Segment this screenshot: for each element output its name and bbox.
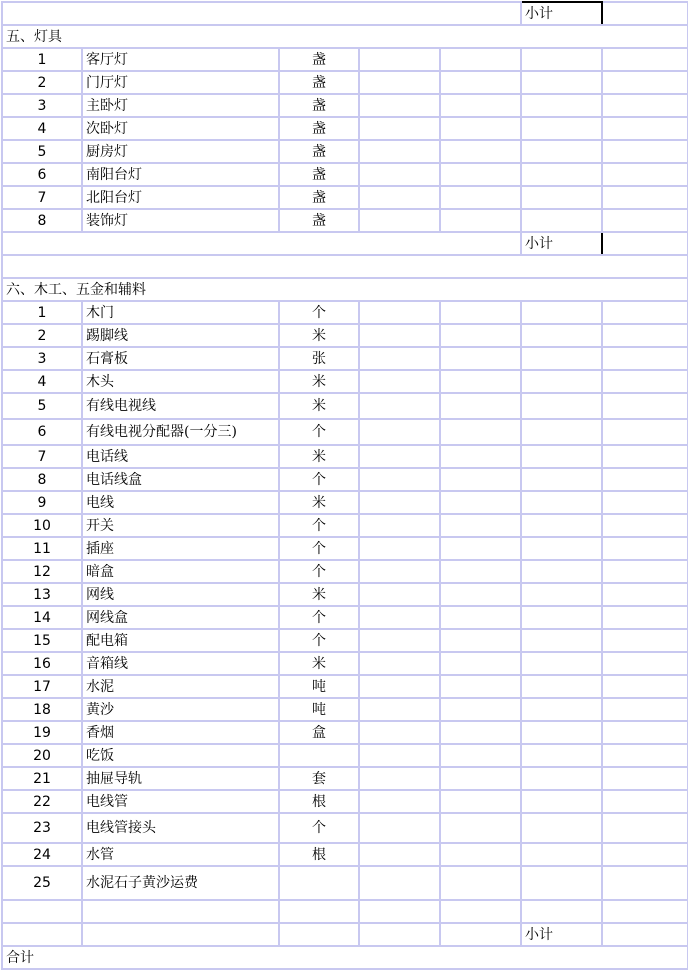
item-amount[interactable] <box>521 301 602 324</box>
item-amount[interactable] <box>521 537 602 560</box>
item-price[interactable] <box>440 163 521 186</box>
item-amount[interactable] <box>521 370 602 393</box>
item-number: 20 <box>2 744 82 767</box>
item-amount[interactable] <box>521 744 602 767</box>
section-title: 五、灯具 <box>2 25 688 48</box>
item-price[interactable] <box>440 419 521 445</box>
item-unit[interactable] <box>279 744 359 767</box>
item-unit[interactable]: 套 <box>279 767 359 790</box>
item-price[interactable] <box>440 537 521 560</box>
item-number: 24 <box>2 843 82 866</box>
item-quantity[interactable] <box>359 866 440 900</box>
item-unit[interactable]: 个 <box>279 301 359 324</box>
item-unit[interactable]: 吨 <box>279 675 359 698</box>
item-unit[interactable]: 米 <box>279 324 359 347</box>
item-quantity[interactable] <box>359 71 440 94</box>
item-name[interactable]: 音箱线 <box>82 652 279 675</box>
item-note[interactable] <box>602 652 688 675</box>
item-amount[interactable] <box>521 163 602 186</box>
item-unit[interactable]: 个 <box>279 537 359 560</box>
item-number: 18 <box>2 698 82 721</box>
item-note[interactable] <box>602 491 688 514</box>
item-note[interactable] <box>602 560 688 583</box>
item-number: 21 <box>2 767 82 790</box>
item-unit[interactable]: 个 <box>279 560 359 583</box>
item-price[interactable] <box>440 370 521 393</box>
table-row <box>2 866 688 900</box>
item-name[interactable]: 吃饭 <box>82 744 279 767</box>
item-unit[interactable]: 盏 <box>279 140 359 163</box>
section-title: 合计 <box>2 946 688 969</box>
table-row <box>2 583 688 606</box>
item-name[interactable]: 电线管 <box>82 790 279 813</box>
subtotal-value[interactable] <box>602 2 688 25</box>
item-name[interactable]: 水管 <box>82 843 279 866</box>
item-amount[interactable] <box>521 652 602 675</box>
table-row <box>2 445 688 468</box>
item-price[interactable] <box>440 140 521 163</box>
table-row <box>2 94 688 117</box>
blank-cell <box>279 900 359 923</box>
item-name[interactable]: 南阳台灯 <box>82 163 279 186</box>
item-quantity[interactable] <box>359 301 440 324</box>
item-name[interactable]: 网线盒 <box>82 606 279 629</box>
subtotal-label: 小计 <box>521 232 602 255</box>
item-note[interactable] <box>602 866 688 900</box>
item-note[interactable] <box>602 813 688 843</box>
item-name[interactable]: 厨房灯 <box>82 140 279 163</box>
item-unit[interactable]: 盏 <box>279 117 359 140</box>
blank-cell <box>521 900 602 923</box>
item-price[interactable] <box>440 843 521 866</box>
item-unit[interactable]: 米 <box>279 445 359 468</box>
table-row <box>2 370 688 393</box>
item-number: 12 <box>2 560 82 583</box>
item-note[interactable] <box>602 301 688 324</box>
item-note[interactable] <box>602 767 688 790</box>
item-name[interactable]: 踢脚线 <box>82 324 279 347</box>
item-quantity[interactable] <box>359 393 440 419</box>
blank-cell <box>440 900 521 923</box>
item-number: 7 <box>2 186 82 209</box>
item-number: 3 <box>2 347 82 370</box>
item-quantity[interactable] <box>359 652 440 675</box>
item-number: 15 <box>2 629 82 652</box>
item-price[interactable] <box>440 347 521 370</box>
item-quantity[interactable] <box>359 698 440 721</box>
table-row <box>2 514 688 537</box>
item-note[interactable] <box>602 117 688 140</box>
item-number: 22 <box>2 790 82 813</box>
item-name[interactable]: 有线电视线 <box>82 393 279 419</box>
item-amount[interactable] <box>521 71 602 94</box>
item-quantity[interactable] <box>359 94 440 117</box>
item-unit[interactable]: 盏 <box>279 48 359 71</box>
item-price[interactable] <box>440 445 521 468</box>
item-quantity[interactable] <box>359 324 440 347</box>
table-row <box>2 813 688 843</box>
table-row <box>2 209 688 232</box>
item-name[interactable]: 石膏板 <box>82 347 279 370</box>
item-quantity[interactable] <box>359 560 440 583</box>
section-title: 六、木工、五金和辅料 <box>2 278 688 301</box>
item-number: 3 <box>2 94 82 117</box>
item-number: 13 <box>2 583 82 606</box>
item-name[interactable]: 门厅灯 <box>82 71 279 94</box>
item-price[interactable] <box>440 117 521 140</box>
item-note[interactable] <box>602 209 688 232</box>
blank-item-row <box>2 900 688 923</box>
item-price[interactable] <box>440 790 521 813</box>
subtotal-row <box>2 232 688 255</box>
item-number: 5 <box>2 393 82 419</box>
table-row <box>2 140 688 163</box>
table-row <box>2 468 688 491</box>
item-note[interactable] <box>602 445 688 468</box>
item-name[interactable]: 次卧灯 <box>82 117 279 140</box>
subtotal-row <box>2 923 688 946</box>
item-amount[interactable] <box>521 48 602 71</box>
item-note[interactable] <box>602 537 688 560</box>
item-price[interactable] <box>440 744 521 767</box>
item-amount[interactable] <box>521 186 602 209</box>
item-note[interactable] <box>602 468 688 491</box>
item-number: 2 <box>2 71 82 94</box>
item-quantity[interactable] <box>359 370 440 393</box>
item-amount[interactable] <box>521 560 602 583</box>
item-number: 14 <box>2 606 82 629</box>
item-note[interactable] <box>602 140 688 163</box>
table-row <box>2 629 688 652</box>
item-unit[interactable]: 米 <box>279 652 359 675</box>
table-row <box>2 324 688 347</box>
item-unit[interactable]: 盏 <box>279 209 359 232</box>
item-unit[interactable]: 盏 <box>279 71 359 94</box>
item-number: 7 <box>2 445 82 468</box>
subtotal-row <box>2 2 688 25</box>
table-row <box>2 767 688 790</box>
item-number: 2 <box>2 324 82 347</box>
item-quantity[interactable] <box>359 744 440 767</box>
item-quantity[interactable] <box>359 48 440 71</box>
item-amount[interactable] <box>521 866 602 900</box>
item-amount[interactable] <box>521 514 602 537</box>
subtotal-spacer <box>2 923 82 946</box>
item-unit[interactable]: 个 <box>279 468 359 491</box>
item-amount[interactable] <box>521 324 602 347</box>
item-amount[interactable] <box>521 140 602 163</box>
table-row <box>2 843 688 866</box>
item-number: 11 <box>2 537 82 560</box>
subtotal-value[interactable] <box>602 923 688 946</box>
item-price[interactable] <box>440 767 521 790</box>
table-row <box>2 560 688 583</box>
item-unit[interactable]: 根 <box>279 843 359 866</box>
item-quantity[interactable] <box>359 790 440 813</box>
item-unit[interactable]: 盏 <box>279 94 359 117</box>
item-number: 8 <box>2 468 82 491</box>
item-number: 4 <box>2 117 82 140</box>
item-note[interactable] <box>602 606 688 629</box>
item-note[interactable] <box>602 514 688 537</box>
item-note[interactable] <box>602 790 688 813</box>
item-note[interactable] <box>602 675 688 698</box>
item-unit[interactable]: 吨 <box>279 698 359 721</box>
item-price[interactable] <box>440 675 521 698</box>
item-price[interactable] <box>440 583 521 606</box>
item-price[interactable] <box>440 629 521 652</box>
item-price[interactable] <box>440 186 521 209</box>
item-amount[interactable] <box>521 347 602 370</box>
subtotal-spacer <box>279 923 359 946</box>
item-name[interactable]: 有线电视分配器(一分三) <box>82 419 279 445</box>
item-number: 4 <box>2 370 82 393</box>
item-name[interactable]: 暗盒 <box>82 560 279 583</box>
item-note[interactable] <box>602 698 688 721</box>
item-unit[interactable]: 个 <box>279 629 359 652</box>
subtotal-spacer <box>440 923 521 946</box>
subtotal-value[interactable] <box>602 232 688 255</box>
item-unit[interactable] <box>279 866 359 900</box>
item-price[interactable] <box>440 324 521 347</box>
blank-row <box>2 255 688 278</box>
subtotal-label: 小计 <box>521 923 602 946</box>
item-unit[interactable]: 米 <box>279 491 359 514</box>
subtotal-spacer <box>359 923 440 946</box>
section-6-header <box>2 278 688 301</box>
blank-cell <box>359 900 440 923</box>
table-row <box>2 790 688 813</box>
item-number: 9 <box>2 491 82 514</box>
item-price[interactable] <box>440 491 521 514</box>
item-amount[interactable] <box>521 698 602 721</box>
item-note[interactable] <box>602 186 688 209</box>
subtotal-spacer <box>2 2 521 25</box>
item-price[interactable] <box>440 393 521 419</box>
item-note[interactable] <box>602 721 688 744</box>
table-row <box>2 744 688 767</box>
item-amount[interactable] <box>521 583 602 606</box>
item-amount[interactable] <box>521 606 602 629</box>
item-amount[interactable] <box>521 419 602 445</box>
item-number: 5 <box>2 140 82 163</box>
item-quantity[interactable] <box>359 606 440 629</box>
item-amount[interactable] <box>521 675 602 698</box>
item-number: 1 <box>2 48 82 71</box>
table-row <box>2 347 688 370</box>
item-amount[interactable] <box>521 209 602 232</box>
item-quantity[interactable] <box>359 843 440 866</box>
item-amount[interactable] <box>521 843 602 866</box>
item-quantity[interactable] <box>359 629 440 652</box>
table-row <box>2 301 688 324</box>
item-name[interactable]: 抽屉导轨 <box>82 767 279 790</box>
item-number: 16 <box>2 652 82 675</box>
item-quantity[interactable] <box>359 468 440 491</box>
table-row <box>2 393 688 419</box>
item-name[interactable]: 水泥 <box>82 675 279 698</box>
item-price[interactable] <box>440 866 521 900</box>
item-price[interactable] <box>440 514 521 537</box>
item-name[interactable]: 客厅灯 <box>82 48 279 71</box>
item-note[interactable] <box>602 744 688 767</box>
item-amount[interactable] <box>521 767 602 790</box>
item-note[interactable] <box>602 163 688 186</box>
item-unit[interactable]: 个 <box>279 606 359 629</box>
item-note[interactable] <box>602 347 688 370</box>
item-amount[interactable] <box>521 468 602 491</box>
item-price[interactable] <box>440 813 521 843</box>
item-number: 17 <box>2 675 82 698</box>
item-amount[interactable] <box>521 813 602 843</box>
item-quantity[interactable] <box>359 767 440 790</box>
item-note[interactable] <box>602 71 688 94</box>
item-number: 19 <box>2 721 82 744</box>
item-number: 25 <box>2 866 82 900</box>
subtotal-spacer <box>2 232 521 255</box>
table-row <box>2 606 688 629</box>
item-price[interactable] <box>440 698 521 721</box>
item-name[interactable]: 电线 <box>82 491 279 514</box>
item-name[interactable]: 主卧灯 <box>82 94 279 117</box>
item-unit[interactable]: 根 <box>279 790 359 813</box>
item-amount[interactable] <box>521 790 602 813</box>
budget-sheet <box>1 1 688 970</box>
item-quantity[interactable] <box>359 347 440 370</box>
item-quantity[interactable] <box>359 163 440 186</box>
item-price[interactable] <box>440 721 521 744</box>
table-row <box>2 652 688 675</box>
table-row <box>2 491 688 514</box>
item-quantity[interactable] <box>359 583 440 606</box>
item-price[interactable] <box>440 652 521 675</box>
table-row <box>2 117 688 140</box>
item-name[interactable]: 黄沙 <box>82 698 279 721</box>
table-row <box>2 698 688 721</box>
item-price[interactable] <box>440 468 521 491</box>
item-price[interactable] <box>440 606 521 629</box>
item-price[interactable] <box>440 209 521 232</box>
item-name[interactable]: 水泥石子黄沙运费 <box>82 866 279 900</box>
item-name[interactable]: 插座 <box>82 537 279 560</box>
item-name[interactable]: 开关 <box>82 514 279 537</box>
table-row <box>2 71 688 94</box>
item-note[interactable] <box>602 843 688 866</box>
section-5-header <box>2 25 688 48</box>
item-quantity[interactable] <box>359 491 440 514</box>
table-row <box>2 675 688 698</box>
item-amount[interactable] <box>521 94 602 117</box>
item-name[interactable]: 配电箱 <box>82 629 279 652</box>
item-note[interactable] <box>602 393 688 419</box>
blank-cell <box>2 255 688 278</box>
item-number: 1 <box>2 301 82 324</box>
item-quantity[interactable] <box>359 117 440 140</box>
item-quantity[interactable] <box>359 813 440 843</box>
item-amount[interactable] <box>521 491 602 514</box>
item-quantity[interactable] <box>359 140 440 163</box>
item-number: 6 <box>2 163 82 186</box>
item-quantity[interactable] <box>359 186 440 209</box>
item-unit[interactable]: 米 <box>279 393 359 419</box>
item-amount[interactable] <box>521 117 602 140</box>
item-unit[interactable]: 盏 <box>279 186 359 209</box>
item-name[interactable]: 电话线 <box>82 445 279 468</box>
item-amount[interactable] <box>521 393 602 419</box>
blank-cell <box>602 900 688 923</box>
item-name[interactable]: 香烟 <box>82 721 279 744</box>
item-quantity[interactable] <box>359 445 440 468</box>
item-quantity[interactable] <box>359 514 440 537</box>
item-unit[interactable]: 米 <box>279 583 359 606</box>
item-unit[interactable]: 米 <box>279 370 359 393</box>
item-unit[interactable]: 盏 <box>279 163 359 186</box>
item-name[interactable]: 网线 <box>82 583 279 606</box>
item-name[interactable]: 电线管接头 <box>82 813 279 843</box>
item-price[interactable] <box>440 560 521 583</box>
item-quantity[interactable] <box>359 721 440 744</box>
item-quantity[interactable] <box>359 419 440 445</box>
item-note[interactable] <box>602 324 688 347</box>
item-note[interactable] <box>602 94 688 117</box>
item-quantity[interactable] <box>359 209 440 232</box>
item-price[interactable] <box>440 94 521 117</box>
table-row <box>2 721 688 744</box>
blank-cell <box>2 900 82 923</box>
item-number: 23 <box>2 813 82 843</box>
item-amount[interactable] <box>521 629 602 652</box>
item-unit[interactable]: 个 <box>279 419 359 445</box>
item-unit[interactable]: 张 <box>279 347 359 370</box>
item-note[interactable] <box>602 419 688 445</box>
item-note[interactable] <box>602 583 688 606</box>
item-price[interactable] <box>440 301 521 324</box>
table-row <box>2 163 688 186</box>
item-number: 8 <box>2 209 82 232</box>
item-name[interactable]: 木头 <box>82 370 279 393</box>
item-amount[interactable] <box>521 721 602 744</box>
subtotal-spacer <box>82 923 279 946</box>
table-row <box>2 419 688 445</box>
item-number: 6 <box>2 419 82 445</box>
item-amount[interactable] <box>521 445 602 468</box>
item-number: 10 <box>2 514 82 537</box>
table-row <box>2 48 688 71</box>
grand-total-row <box>2 946 688 969</box>
item-unit[interactable]: 个 <box>279 813 359 843</box>
item-note[interactable] <box>602 48 688 71</box>
item-name[interactable]: 木门 <box>82 301 279 324</box>
item-note[interactable] <box>602 629 688 652</box>
subtotal-label: 小计 <box>521 2 602 25</box>
table-row <box>2 186 688 209</box>
sheet-body <box>2 2 688 969</box>
table-row <box>2 537 688 560</box>
item-unit[interactable]: 个 <box>279 514 359 537</box>
item-name[interactable]: 电话线盒 <box>82 468 279 491</box>
item-note[interactable] <box>602 370 688 393</box>
item-price[interactable] <box>440 71 521 94</box>
item-unit[interactable]: 盒 <box>279 721 359 744</box>
item-price[interactable] <box>440 48 521 71</box>
item-name[interactable]: 北阳台灯 <box>82 186 279 209</box>
item-quantity[interactable] <box>359 537 440 560</box>
item-name[interactable]: 装饰灯 <box>82 209 279 232</box>
blank-cell <box>82 900 279 923</box>
item-quantity[interactable] <box>359 675 440 698</box>
